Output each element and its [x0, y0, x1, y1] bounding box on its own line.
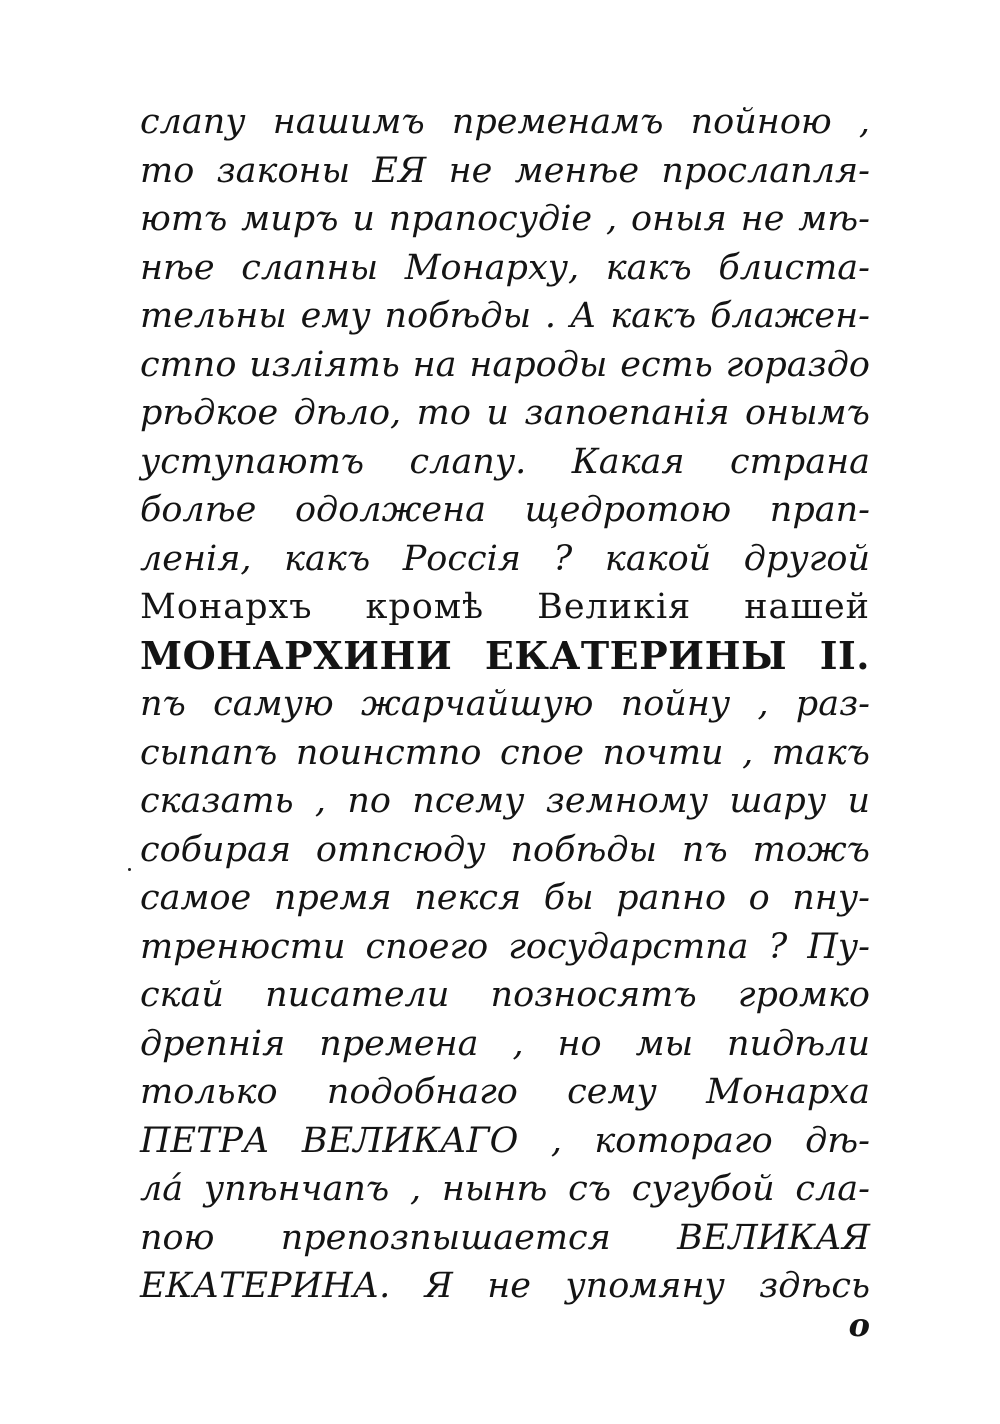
text-line: тельны ему побѣды . А какъ блажен- [140, 296, 870, 336]
text-line: нѣе слапны Монарху, какъ блиста- [140, 247, 870, 288]
text-line: ПЕТРА ВЕЛИКАГО , котораго дѣ- [140, 1120, 870, 1161]
text-line: уступаютъ слапу. Какая страна [140, 441, 870, 482]
text-line: ЕКАТЕРИНА. Я не упомяну здѣсь [140, 1266, 870, 1306]
text-line: скай писатели позносятъ громко [140, 975, 870, 1015]
catchword: о [848, 1306, 870, 1344]
text-line: тренюсти спoего государстпа ? Пу- [140, 926, 870, 967]
text-line-caps: МОНАРХИНИ ЕКАТЕРИНЫ II. [140, 632, 870, 678]
text-line: ленія, какъ Россія ? какой другой [140, 538, 870, 579]
text-line: стпо изліять на народы есть гораздо [140, 344, 870, 385]
text-line: слапу нашимъ пременамъ пойною , [140, 102, 870, 142]
text-line: то законы ЕЯ не менѣе прослапля- [140, 150, 870, 191]
text-line: только подобнаго сему Монарха [140, 1072, 870, 1112]
text-line: болѣе одолжена щедротою прап- [140, 490, 870, 530]
text-line: сказать , по псему земному шару и [140, 781, 870, 821]
text-line: сыпапъ поинстпо спое почти , такъ [140, 732, 870, 773]
text-line: пою препозпышается ВЕЛИКАЯ [140, 1217, 870, 1258]
text-line: пъ самую жарчайшую пойну , раз- [140, 684, 870, 724]
text-line: Монархъ кромѣ Великія нашей [140, 587, 870, 627]
text-line: собирая отпсюду побѣды пъ тожъ [140, 829, 870, 870]
text-line: ютъ миръ и прапосудіе , оныя не мѣ- [140, 199, 870, 239]
text-line: лá упѣнчапъ , нынѣ съ сугубой сла- [140, 1169, 870, 1209]
ink-speck [128, 868, 131, 871]
text-line: дрепнія премена , но мы пидѣли [140, 1023, 870, 1064]
text-line: самое премя пекся бы рапно о пну- [140, 878, 870, 918]
text-line: рѣдкое дѣло, то и запоепанія онымъ [140, 393, 870, 433]
body-text [140, 98, 870, 1311]
